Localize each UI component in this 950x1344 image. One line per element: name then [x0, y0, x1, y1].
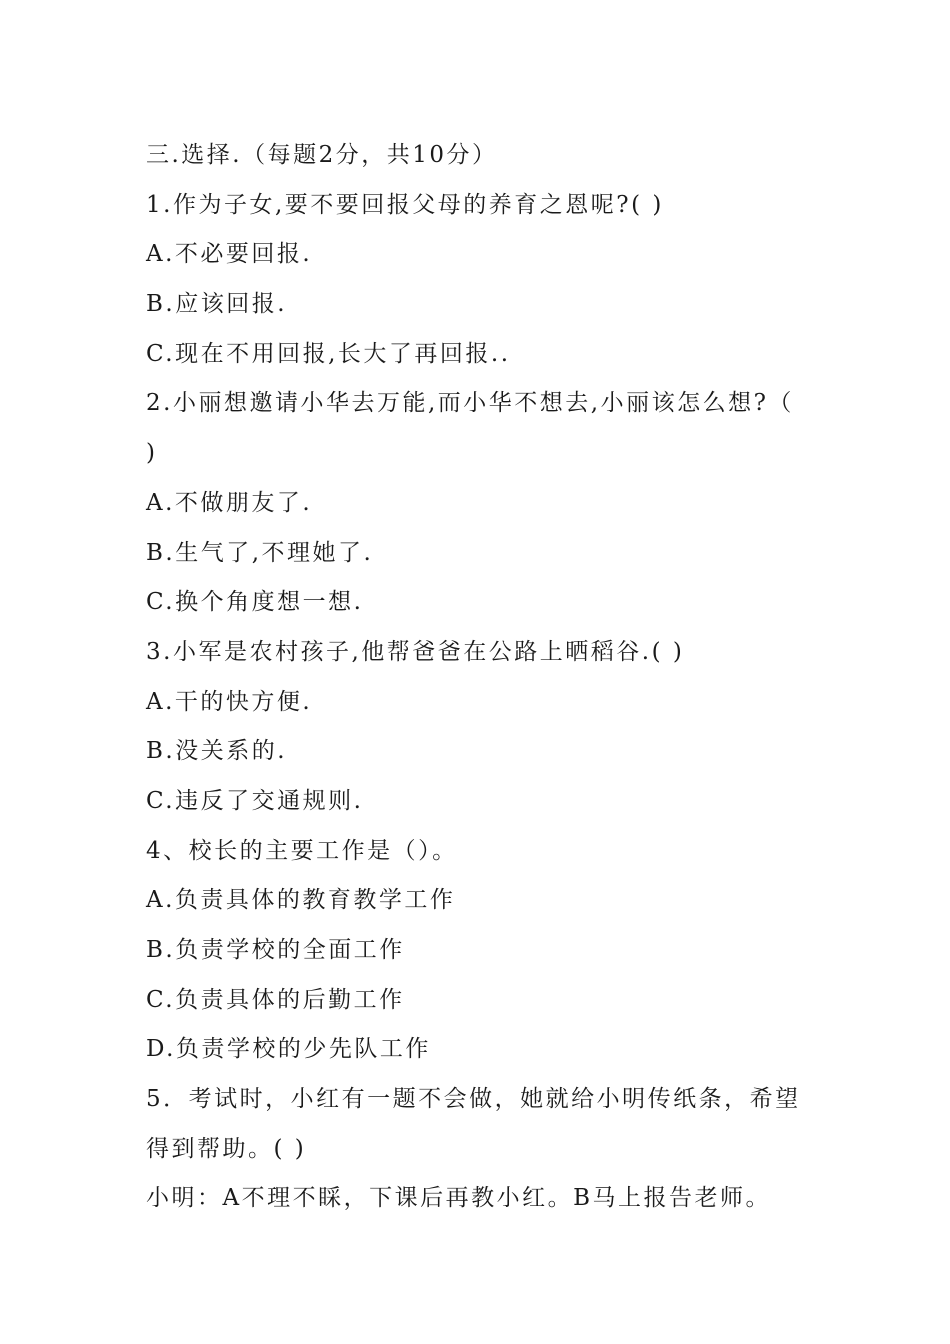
- question-stem: 5．考试时，小红有一题不会做，她就给小明传纸条，希望: [146, 1086, 801, 1113]
- answer-option: A.负责具体的教育教学工作: [146, 887, 456, 914]
- question-stem-continued: ): [146, 440, 158, 467]
- question-stem-continued: 得到帮助。( ): [146, 1135, 307, 1162]
- answer-option: A.干的快方便.: [146, 688, 313, 715]
- answer-option: A.不必要回报.: [146, 241, 313, 268]
- answer-option: C.违反了交通规则.: [146, 787, 364, 814]
- section-heading: 三.选择.（每题2分，共10分）: [146, 142, 498, 168]
- answer-option: B.应该回报.: [146, 291, 288, 318]
- answer-option: C.负责具体的后勤工作: [146, 986, 405, 1013]
- question-stem: 2.小丽想邀请小华去万能,而小华不想去,小丽该怎么想?（: [146, 390, 794, 417]
- answer-option: B.生气了,不理她了.: [146, 539, 374, 566]
- question-2: [146, 379, 816, 627]
- answer-option: B.没关系的.: [146, 738, 288, 765]
- answer-option: B.负责学校的全面工作: [146, 937, 405, 963]
- answer-option: C.现在不用回报,长大了再回报..: [146, 340, 511, 367]
- question-4: [146, 827, 816, 1075]
- question-1: [146, 181, 816, 380]
- answer-option: A.不做朋友了.: [146, 489, 313, 516]
- answer-option: 小明：A不理不睬，下课后再教小红。B马上报告老师。: [146, 1185, 772, 1212]
- answer-option: D.负责学校的少先队工作: [146, 1036, 431, 1063]
- question-stem: 4、校长的主要工作是（）。: [146, 837, 458, 864]
- question-stem: 3.小军是农村孩子,他帮爸爸在公路上晒稻谷.( ): [146, 638, 685, 665]
- question-3: [146, 628, 816, 827]
- question-stem: 1.作为子女,要不要回报父母的养育之恩呢?( ): [146, 191, 664, 218]
- question-5: [146, 1075, 816, 1224]
- answer-option: C.换个角度想一想.: [146, 589, 364, 616]
- exam-section: [146, 131, 816, 1224]
